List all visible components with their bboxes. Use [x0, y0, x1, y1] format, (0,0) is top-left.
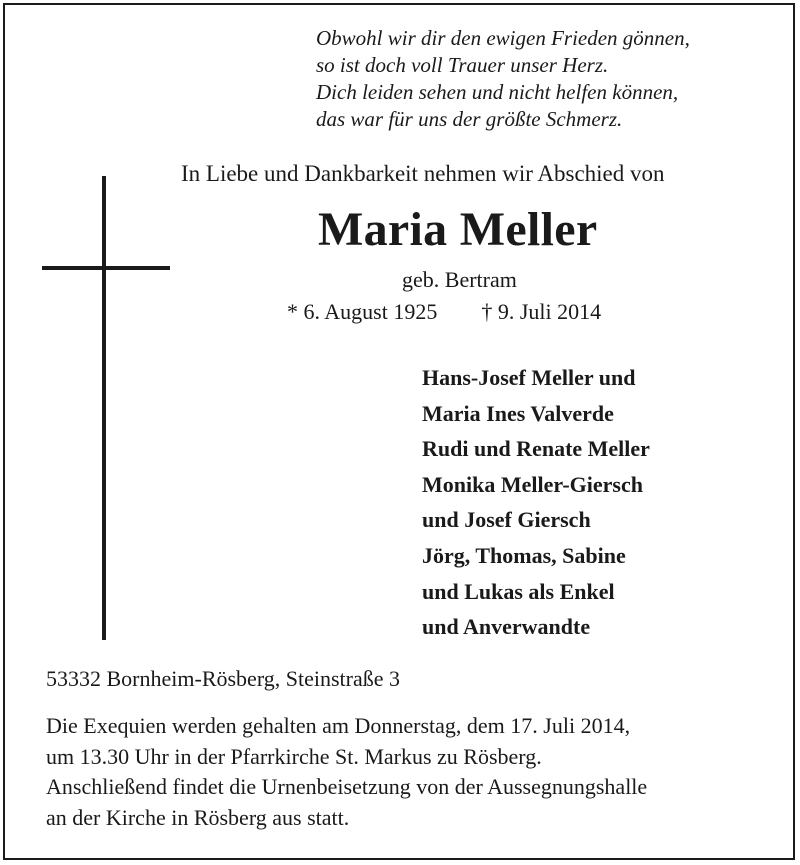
mourner-line: und Lukas als Enkel	[422, 578, 615, 604]
maiden-name: geb. Bertram	[402, 267, 517, 292]
funeral-notice	[46, 711, 647, 833]
funeral-line: an der Kirche in Rösberg aus statt.	[46, 804, 350, 830]
mourner-line: und Josef Giersch	[422, 507, 591, 533]
poem-line: Dich leiden sehen und nicht helfen können,	[316, 80, 679, 104]
death-date: † 9. Juli 2014	[481, 299, 602, 324]
poem-line: das war für uns der größte Schmerz.	[316, 107, 623, 131]
mourner-line: Monika Meller-Giersch	[422, 471, 643, 497]
memorial-poem	[316, 25, 690, 133]
mourner-line: Rudi und Renate Meller	[422, 436, 650, 462]
funeral-line: Anschließend findet die Urnenbeisetzung von der Aussegnungshalle	[46, 774, 648, 799]
family-address: 53332 Bornheim-Rösberg, Steinstraße 3	[46, 666, 400, 691]
cross-icon-horizontal	[42, 266, 170, 270]
life-dates	[287, 298, 601, 326]
cross-icon-vertical	[102, 176, 106, 640]
funeral-line: Die Exequien werden gehalten am Donnerstag, dem 17. Juli 2014,	[46, 713, 631, 738]
birth-date: * 6. August 1925	[287, 299, 438, 324]
mourner-line: Hans-Josef Meller und	[422, 365, 636, 390]
poem-line: Obwohl wir dir den ewigen Frieden gönnen,	[316, 26, 690, 50]
farewell-intro: In Liebe und Dankbarkeit nehmen wir Abschied von	[181, 161, 665, 186]
mourner-line: und Anverwandte	[422, 614, 591, 640]
mourners-list	[422, 360, 650, 645]
funeral-line: um 13.30 Uhr in der Pfarrkirche St. Markus zu Rösberg.	[46, 743, 542, 769]
deceased-name: Maria Meller	[318, 203, 598, 256]
mourner-line: Maria Ines Valverde	[422, 400, 614, 426]
poem-line: so ist doch voll Trauer unser Herz.	[316, 53, 609, 77]
mourner-line: Jörg, Thomas, Sabine	[422, 542, 626, 568]
